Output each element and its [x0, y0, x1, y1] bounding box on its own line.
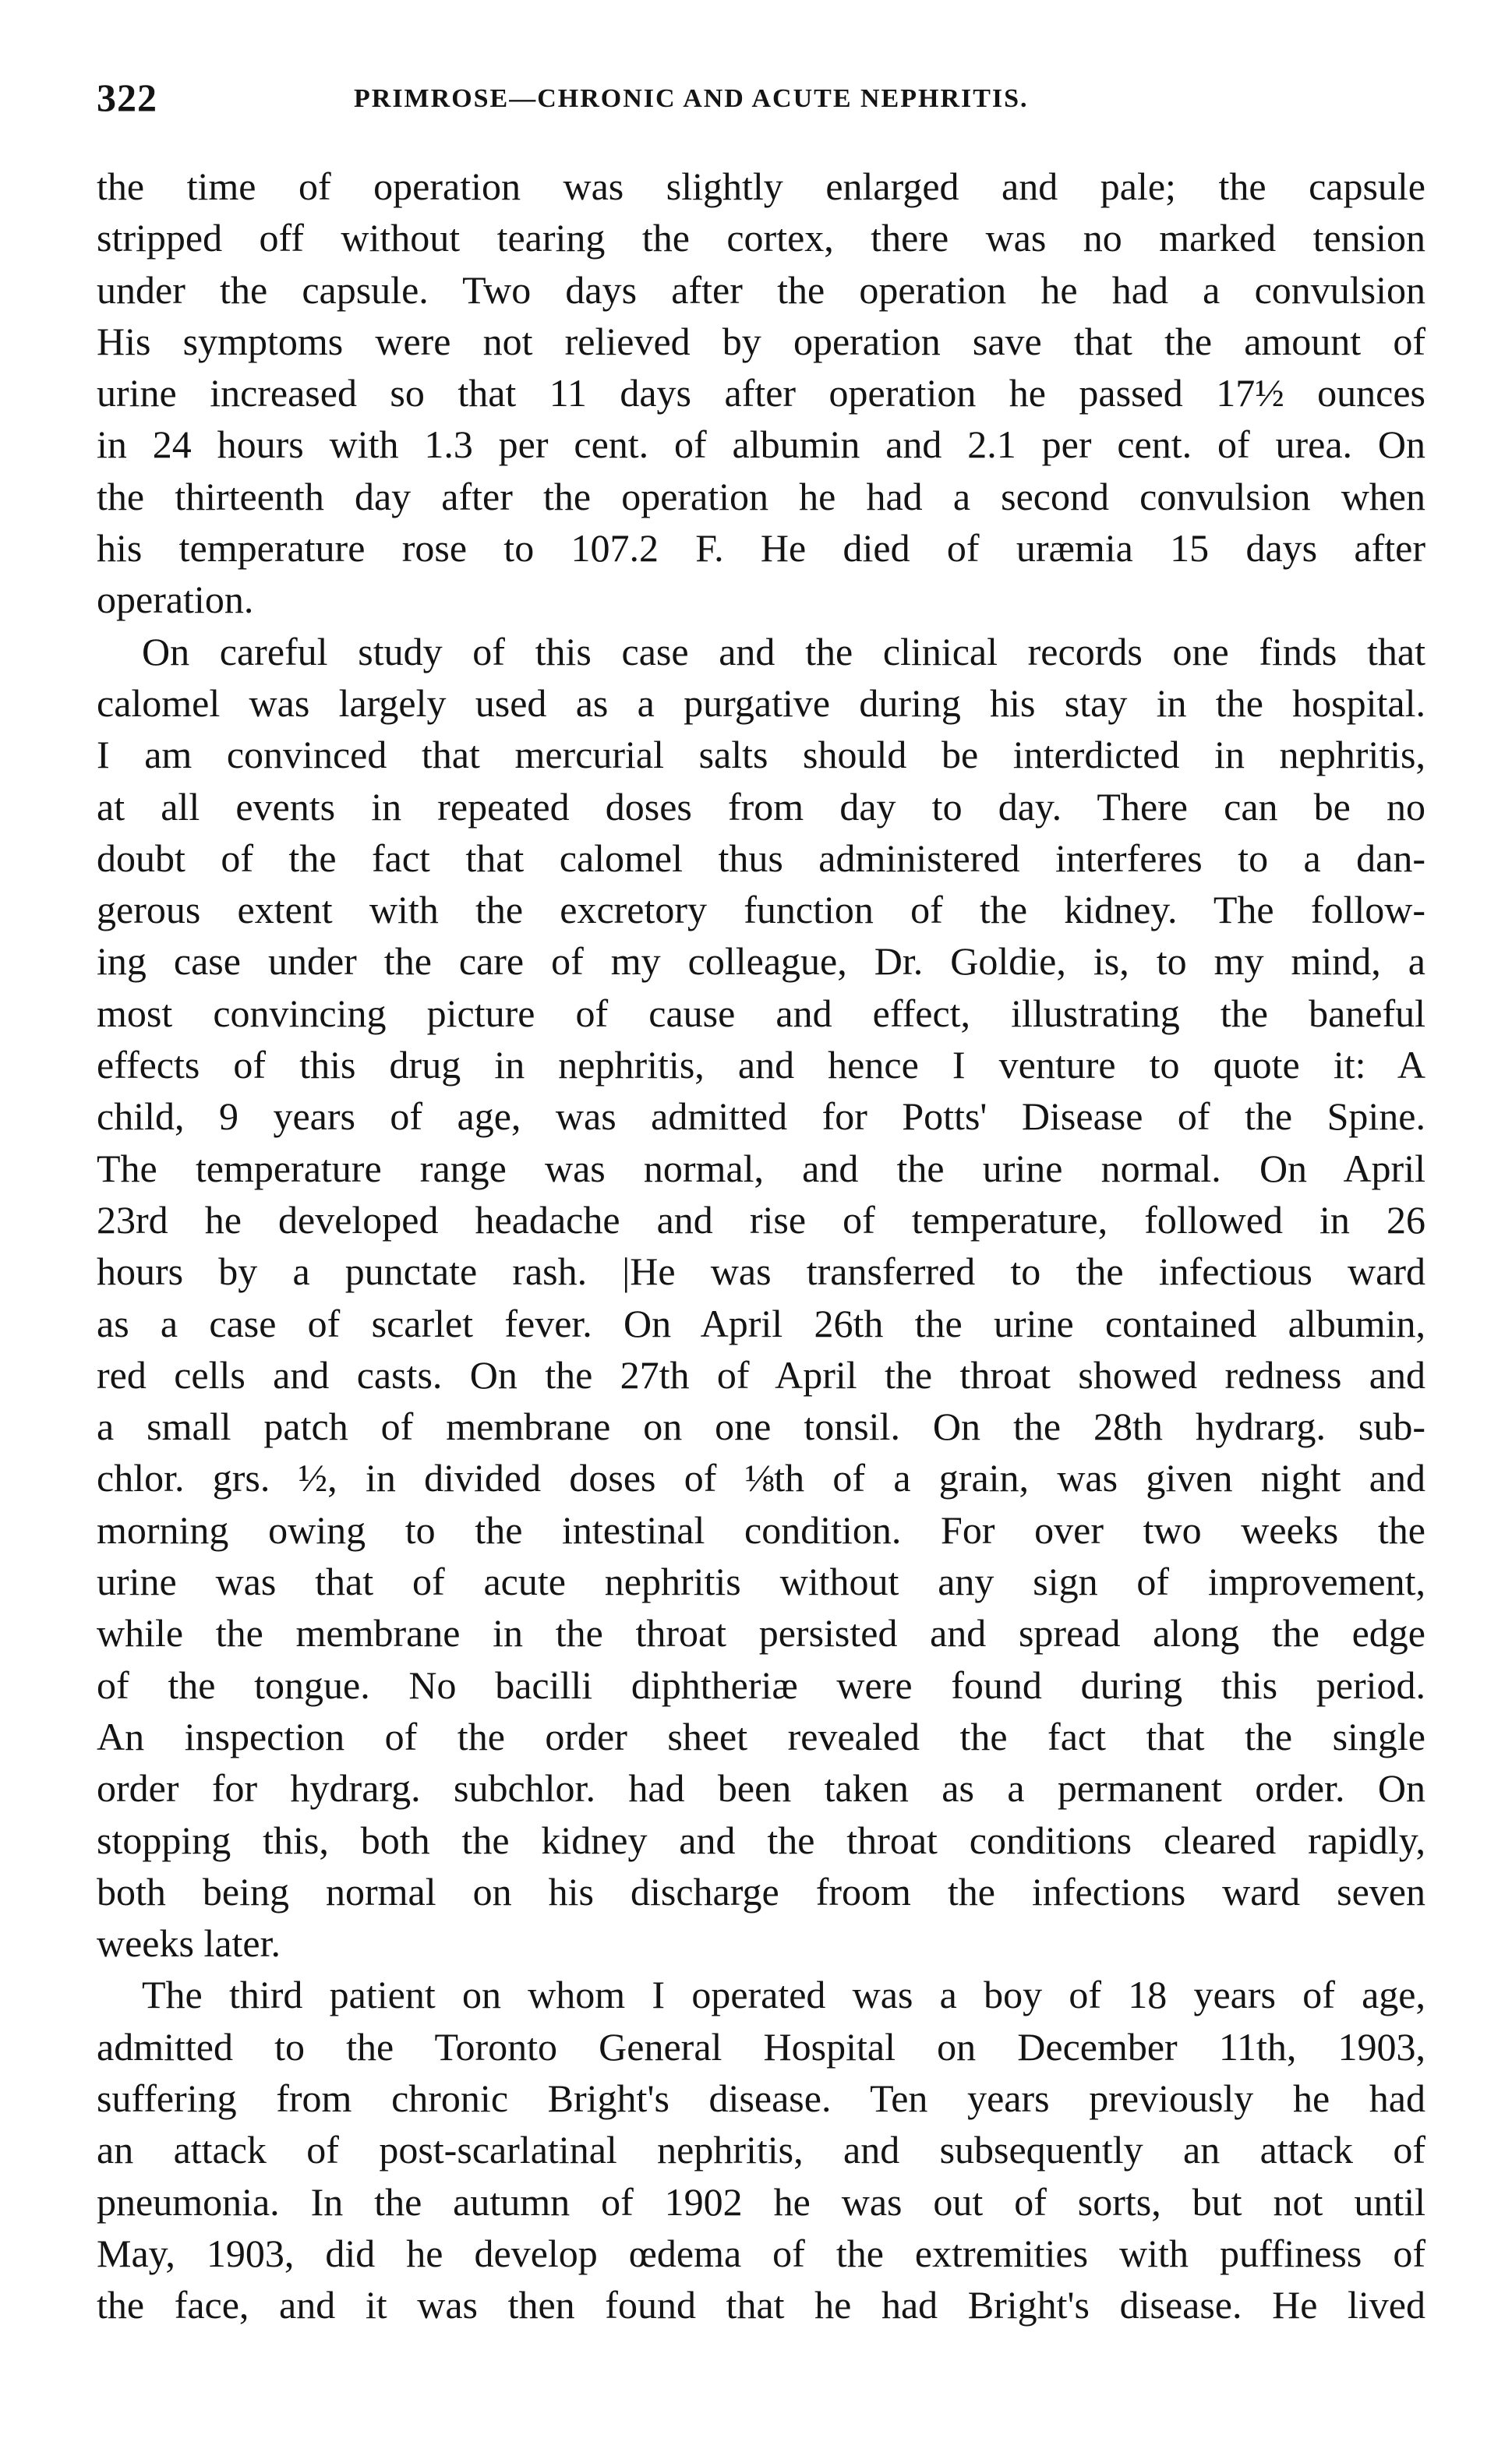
- text-line: operation.: [97, 578, 254, 622]
- text-line: The third patient on whom I operated was a boy of 18 years of age,: [142, 1973, 1425, 2017]
- text-line: the time of operation was slightly enlarged and pale; the capsule: [97, 164, 1425, 208]
- text-line: May, 1903, did he develop œdema of the extremities with puffiness of: [97, 2231, 1425, 2275]
- body-text: [97, 161, 1425, 2331]
- text-line: red cells and casts. On the 27th of April the throat showed redness and: [97, 1352, 1425, 1397]
- text-line: under the capsule. Two days after the operation he had a convulsion: [97, 267, 1425, 312]
- text-line: weeks later.: [97, 1921, 281, 1966]
- text-line: calomel was largely used as a purgative during his stay in the hospital.: [97, 680, 1425, 725]
- text-line: doubt of the fact that calomel thus administered interferes to a dan-: [97, 836, 1425, 880]
- text-line: the face, and it was then found that he had Bright's disease. He lived: [97, 2283, 1425, 2327]
- text-line: morning owing to the intestinal condition. For over two weeks the: [97, 1507, 1425, 1552]
- text-line: urine was that of acute nephritis without any sign of improvement,: [97, 1560, 1425, 1604]
- running-title: PRIMROSE—CHRONIC AND ACUTE NEPHRITIS.: [354, 84, 1029, 113]
- paragraph-2: [97, 626, 1425, 1970]
- text-line: On careful study of this case and the clinical records one finds that: [142, 629, 1425, 673]
- text-line: His symptoms were not relieved by operation save that the amount of: [97, 319, 1425, 363]
- text-line: 23rd he developed headache and rise of temperature, followed in 26: [97, 1197, 1425, 1242]
- text-line: the thirteenth day after the operation he had a second convulsion when: [97, 474, 1425, 518]
- text-line: pneumonia. In the autumn of 1902 he was out of sorts, but not until: [97, 2179, 1425, 2224]
- text-line: gerous extent with the excretory function of the kidney. The follow-: [97, 888, 1425, 932]
- text-line: in 24 hours with 1.3 per cent. of albumin and 2.1 per cent. of urea. On: [97, 422, 1425, 467]
- text-line: an attack of post-scarlatinal nephritis, and subsequently an attack of: [97, 2128, 1425, 2172]
- text-line: hours by a punctate rash. |He was transferred to the infectious ward: [97, 1249, 1425, 1294]
- text-line: of the tongue. No bacilli diphtheriæ were found during this period.: [97, 1663, 1425, 1707]
- text-line: I am convinced that mercurial salts should be interdicted in nephritis,: [97, 733, 1425, 777]
- text-line: stripped off without tearing the cortex, there was no marked tension: [97, 216, 1425, 260]
- paragraph-1: [97, 161, 1425, 626]
- text-line: a small patch of membrane on one tonsil. On the 28th hydrarg. sub-: [97, 1405, 1425, 1449]
- text-line: as a case of scarlet fever. On April 26th the urine contained albumin,: [97, 1301, 1425, 1345]
- text-line: stopping this, both the kidney and the throat conditions cleared rapidly,: [97, 1818, 1425, 1862]
- text-line: child, 9 years of age, was admitted for Potts' Disease of the Spine.: [97, 1094, 1425, 1139]
- text-line: admitted to the Toronto General Hospital on December 11th, 1903,: [97, 2024, 1425, 2069]
- text-line: ing case under the care of my colleague, Dr. Goldie, is, to my mind, a: [97, 939, 1425, 984]
- paragraph-3: [97, 1969, 1425, 2331]
- text-line: urine increased so that 11 days after operation he passed 17½ ounces: [97, 371, 1425, 415]
- text-line: his temperature rose to 107.2 F. He died of uræmia 15 days after: [97, 526, 1425, 571]
- text-line: chlor. grs. ½, in divided doses of ⅛th of a grain, was given night and: [97, 1456, 1425, 1500]
- text-line: most convincing picture of cause and effect, illustrating the baneful: [97, 991, 1425, 1035]
- running-head: [97, 75, 1422, 129]
- page-number: 322: [97, 76, 157, 119]
- text-line: both being normal on his discharge froom the infections ward seven: [97, 1869, 1425, 1914]
- text-line: The temperature range was normal, and the urine normal. On April: [97, 1146, 1425, 1190]
- text-line: while the membrane in the throat persisted and spread along the edge: [97, 1611, 1425, 1656]
- text-line: An inspection of the order sheet revealed the fact that the single: [97, 1714, 1425, 1758]
- text-line: order for hydrarg. subchlor. had been taken as a permanent order. On: [97, 1766, 1425, 1811]
- text-line: suffering from chronic Bright's disease. Ten years previously he had: [97, 2076, 1425, 2120]
- text-line: effects of this drug in nephritis, and hence I venture to quote it: A: [97, 1043, 1425, 1087]
- text-line: at all events in repeated doses from day to day. There can be no: [97, 784, 1425, 829]
